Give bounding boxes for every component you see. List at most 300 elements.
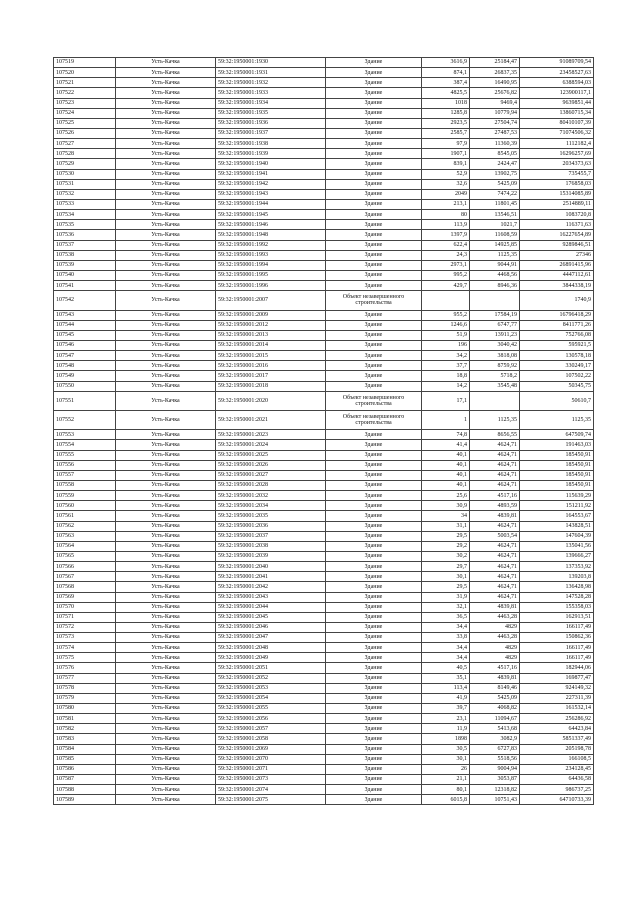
cadastral-number-cell: 59:32:1950001:2020 [216, 391, 326, 410]
row-id-cell: 107568 [54, 582, 116, 592]
locality-cell: Усть-Качка [116, 511, 216, 521]
table-row [54, 775, 594, 785]
row-id-cell: 107560 [54, 501, 116, 511]
cadastral-value-cell: 9639851,44 [520, 98, 594, 108]
table-body [54, 58, 594, 805]
locality-cell: Усть-Качка [116, 795, 216, 805]
row-id-cell: 107550 [54, 381, 116, 391]
unit-value-cell: 8545,05 [470, 149, 520, 159]
unit-value-cell: 25676,82 [470, 88, 520, 98]
cadastral-number-cell: 59:32:1950001:2069 [216, 744, 326, 754]
unit-value-cell [470, 291, 520, 310]
unit-value-cell: 4839,81 [470, 602, 520, 612]
unit-value-cell: 9469,4 [470, 98, 520, 108]
table-row [54, 361, 594, 371]
cadastral-number-cell: 59:32:1950001:2032 [216, 491, 326, 501]
object-type-cell: Здание [326, 351, 422, 361]
table-row [54, 754, 594, 764]
locality-cell: Усть-Качка [116, 724, 216, 734]
area-cell: 41,4 [422, 440, 470, 450]
locality-cell: Усть-Качка [116, 501, 216, 511]
object-type-cell: Здание [326, 572, 422, 582]
area-cell: 3616,9 [422, 58, 470, 68]
area-cell: 29,5 [422, 582, 470, 592]
row-id-cell: 107543 [54, 310, 116, 320]
unit-value-cell: 3053,87 [470, 775, 520, 785]
area-cell: 14,2 [422, 381, 470, 391]
unit-value-cell: 5718,2 [470, 371, 520, 381]
area-cell: 196 [422, 340, 470, 350]
object-type-cell: Здание [326, 693, 422, 703]
area-cell: 25,6 [422, 491, 470, 501]
object-type-cell: Здание [326, 260, 422, 270]
cadastral-value-cell: 185450,91 [520, 450, 594, 460]
object-type-cell: Здание [326, 108, 422, 118]
locality-cell: Усть-Качка [116, 582, 216, 592]
cadastral-number-cell: 59:32:1950001:2046 [216, 622, 326, 632]
unit-value-cell: 16490,95 [470, 78, 520, 88]
table-row [54, 281, 594, 291]
table-row [54, 633, 594, 643]
table-row [54, 714, 594, 724]
table-row [54, 764, 594, 774]
cadastral-value-cell: 123900117,1 [520, 88, 594, 98]
area-cell: 80 [422, 210, 470, 220]
unit-value-cell: 8656,55 [470, 430, 520, 440]
area-cell: 34,4 [422, 643, 470, 653]
table-row [54, 149, 594, 159]
table-row [54, 551, 594, 561]
area-cell: 34,2 [422, 351, 470, 361]
row-id-cell: 107556 [54, 460, 116, 470]
cadastral-value-cell: 234128,45 [520, 764, 594, 774]
cadastral-number-cell: 59:32:1950001:2052 [216, 673, 326, 683]
area-cell: 37,7 [422, 361, 470, 371]
unit-value-cell: 4839,81 [470, 511, 520, 521]
table-row [54, 724, 594, 734]
cadastral-number-cell: 59:32:1950001:1931 [216, 68, 326, 78]
object-type-cell: Здание [326, 440, 422, 450]
cadastral-number-cell: 59:32:1950001:1946 [216, 220, 326, 230]
unit-value-cell: 4624,71 [470, 562, 520, 572]
area-cell: 1907,1 [422, 149, 470, 159]
table-row [54, 88, 594, 98]
locality-cell: Усть-Качка [116, 480, 216, 490]
row-id-cell: 107538 [54, 250, 116, 260]
cadastral-value-cell: 139666,27 [520, 551, 594, 561]
table-row [54, 572, 594, 582]
unit-value-cell: 9004,94 [470, 764, 520, 774]
area-cell: 97,9 [422, 139, 470, 149]
cadastral-number-cell: 59:32:1950001:2045 [216, 612, 326, 622]
area-cell: 839,1 [422, 159, 470, 169]
locality-cell: Усть-Качка [116, 663, 216, 673]
row-id-cell: 107527 [54, 139, 116, 149]
row-id-cell: 107541 [54, 281, 116, 291]
cadastral-value-cell: 130578,18 [520, 351, 594, 361]
cadastral-number-cell: 59:32:1950001:2025 [216, 450, 326, 460]
locality-cell: Усть-Качка [116, 470, 216, 480]
locality-cell: Усть-Качка [116, 734, 216, 744]
row-id-cell: 107542 [54, 291, 116, 310]
object-type-cell: Здание [326, 210, 422, 220]
unit-value-cell: 4624,71 [470, 592, 520, 602]
table-row [54, 622, 594, 632]
cadastral-number-cell: 59:32:1950001:1994 [216, 260, 326, 270]
unit-value-cell: 4624,71 [470, 572, 520, 582]
cadastral-value-cell: 4447112,61 [520, 270, 594, 280]
area-cell: 113,9 [422, 220, 470, 230]
table-row [54, 480, 594, 490]
object-type-cell: Здание [326, 744, 422, 754]
row-id-cell: 107562 [54, 521, 116, 531]
cadastral-value-cell: 735455,7 [520, 169, 594, 179]
cadastral-number-cell: 59:32:1950001:2053 [216, 683, 326, 693]
cadastral-value-cell: 166117,49 [520, 653, 594, 663]
row-id-cell: 107558 [54, 480, 116, 490]
table-row [54, 118, 594, 128]
unit-value-cell: 4517,16 [470, 491, 520, 501]
row-id-cell: 107577 [54, 673, 116, 683]
row-id-cell: 107524 [54, 108, 116, 118]
cadastral-value-cell: 9289846,51 [520, 240, 594, 250]
area-cell: 40,1 [422, 480, 470, 490]
locality-cell: Усть-Качка [116, 371, 216, 381]
row-id-cell: 107548 [54, 361, 116, 371]
cadastral-number-cell: 59:32:1950001:2038 [216, 541, 326, 551]
unit-value-cell: 7474,22 [470, 189, 520, 199]
area-cell [422, 291, 470, 310]
locality-cell: Усть-Качка [116, 240, 216, 250]
area-cell: 1018 [422, 98, 470, 108]
object-type-cell: Здание [326, 724, 422, 734]
row-id-cell: 107579 [54, 693, 116, 703]
object-type-cell: Здание [326, 704, 422, 714]
table-row [54, 592, 594, 602]
locality-cell: Усть-Качка [116, 330, 216, 340]
locality-cell: Усть-Качка [116, 683, 216, 693]
object-type-cell: Здание [326, 764, 422, 774]
locality-cell: Усть-Качка [116, 450, 216, 460]
table-row [54, 68, 594, 78]
area-cell: 2923,5 [422, 118, 470, 128]
cadastral-value-table [53, 57, 594, 805]
area-cell: 30,2 [422, 551, 470, 561]
locality-cell: Усть-Качка [116, 653, 216, 663]
cadastral-value-cell: 64423,84 [520, 724, 594, 734]
cadastral-value-cell: 595921,5 [520, 340, 594, 350]
object-type-cell: Объект незавершенного строительства [326, 391, 422, 410]
row-id-cell: 107574 [54, 643, 116, 653]
cadastral-number-cell: 59:32:1950001:1939 [216, 149, 326, 159]
row-id-cell: 107566 [54, 562, 116, 572]
table-row [54, 693, 594, 703]
area-cell: 52,9 [422, 169, 470, 179]
locality-cell: Усть-Качка [116, 714, 216, 724]
cadastral-number-cell: 59:32:1950001:1996 [216, 281, 326, 291]
cadastral-number-cell: 59:32:1950001:1943 [216, 189, 326, 199]
area-cell: 11,9 [422, 724, 470, 734]
table-row [54, 159, 594, 169]
area-cell: 17,1 [422, 391, 470, 410]
object-type-cell: Здание [326, 470, 422, 480]
row-id-cell: 107529 [54, 159, 116, 169]
unit-value-cell: 4624,71 [470, 440, 520, 450]
cadastral-value-cell: 80410107,39 [520, 118, 594, 128]
cadastral-number-cell: 59:32:1950001:1934 [216, 98, 326, 108]
row-id-cell: 107534 [54, 210, 116, 220]
locality-cell: Усть-Качка [116, 361, 216, 371]
table-row [54, 250, 594, 260]
table-row [54, 521, 594, 531]
cadastral-value-cell: 2034373,63 [520, 159, 594, 169]
cadastral-number-cell: 59:32:1950001:2035 [216, 511, 326, 521]
table-row [54, 371, 594, 381]
object-type-cell: Здание [326, 531, 422, 541]
cadastral-value-cell: 137353,92 [520, 562, 594, 572]
unit-value-cell: 1125,35 [470, 410, 520, 429]
cadastral-value-cell: 169877,47 [520, 673, 594, 683]
cadastral-number-cell: 59:32:1950001:1935 [216, 108, 326, 118]
cadastral-number-cell: 59:32:1950001:1948 [216, 230, 326, 240]
table-row [54, 381, 594, 391]
unit-value-cell: 4624,71 [470, 521, 520, 531]
row-id-cell: 107586 [54, 764, 116, 774]
locality-cell: Усть-Качка [116, 149, 216, 159]
area-cell: 34 [422, 511, 470, 521]
area-cell: 34,4 [422, 622, 470, 632]
area-cell: 213,1 [422, 199, 470, 209]
unit-value-cell: 2424,47 [470, 159, 520, 169]
cadastral-number-cell: 59:32:1950001:2070 [216, 754, 326, 764]
cadastral-number-cell: 59:32:1950001:2017 [216, 371, 326, 381]
unit-value-cell: 4893,59 [470, 501, 520, 511]
cadastral-value-cell: 1740,9 [520, 291, 594, 310]
object-type-cell: Здание [326, 179, 422, 189]
cadastral-number-cell: 59:32:1950001:2049 [216, 653, 326, 663]
cadastral-value-cell: 136428,98 [520, 582, 594, 592]
cadastral-value-cell: 50610,7 [520, 391, 594, 410]
locality-cell: Усть-Качка [116, 531, 216, 541]
row-id-cell: 107582 [54, 724, 116, 734]
locality-cell: Усть-Качка [116, 320, 216, 330]
unit-value-cell: 11360,39 [470, 139, 520, 149]
area-cell: 1898 [422, 734, 470, 744]
cadastral-number-cell: 59:32:1950001:1993 [216, 250, 326, 260]
object-type-cell: Здание [326, 281, 422, 291]
cadastral-value-cell: 147528,28 [520, 592, 594, 602]
area-cell: 34,4 [422, 653, 470, 663]
table-row [54, 320, 594, 330]
row-id-cell: 107546 [54, 340, 116, 350]
row-id-cell: 107585 [54, 754, 116, 764]
cadastral-value-cell: 107502,22 [520, 371, 594, 381]
table-row [54, 210, 594, 220]
row-id-cell: 107530 [54, 169, 116, 179]
table-row [54, 562, 594, 572]
cadastral-value-cell: 161532,14 [520, 704, 594, 714]
locality-cell: Усть-Качка [116, 351, 216, 361]
table-row [54, 704, 594, 714]
locality-cell: Усть-Качка [116, 260, 216, 270]
object-type-cell: Здание [326, 582, 422, 592]
object-type-cell: Здание [326, 622, 422, 632]
unit-value-cell: 4624,71 [470, 460, 520, 470]
unit-value-cell [470, 391, 520, 410]
locality-cell: Усть-Качка [116, 764, 216, 774]
unit-value-cell: 4463,28 [470, 633, 520, 643]
table-row [54, 128, 594, 138]
cadastral-number-cell: 59:32:1950001:2075 [216, 795, 326, 805]
unit-value-cell: 11608,59 [470, 230, 520, 240]
cadastral-number-cell: 59:32:1950001:2034 [216, 501, 326, 511]
row-id-cell: 107551 [54, 391, 116, 410]
unit-value-cell: 4624,71 [470, 450, 520, 460]
area-cell: 113,4 [422, 683, 470, 693]
row-id-cell: 107525 [54, 118, 116, 128]
cadastral-number-cell: 59:32:1950001:2051 [216, 663, 326, 673]
row-id-cell: 107576 [54, 663, 116, 673]
object-type-cell: Здание [326, 592, 422, 602]
object-type-cell: Здание [326, 250, 422, 260]
table-row [54, 582, 594, 592]
row-id-cell: 107555 [54, 450, 116, 460]
unit-value-cell: 3545,48 [470, 381, 520, 391]
cadastral-number-cell: 59:32:1950001:2039 [216, 551, 326, 561]
unit-value-cell: 5003,54 [470, 531, 520, 541]
unit-value-cell: 4463,28 [470, 612, 520, 622]
cadastral-number-cell: 59:32:1950001:2043 [216, 592, 326, 602]
object-type-cell: Здание [326, 58, 422, 68]
table-row [54, 199, 594, 209]
cadastral-value-cell: 64436,58 [520, 775, 594, 785]
object-type-cell: Здание [326, 159, 422, 169]
cadastral-value-cell: 143828,51 [520, 521, 594, 531]
cadastral-number-cell: 59:32:1950001:2021 [216, 410, 326, 429]
cadastral-number-cell: 59:32:1950001:1936 [216, 118, 326, 128]
cadastral-number-cell: 59:32:1950001:1944 [216, 199, 326, 209]
unit-value-cell: 4624,71 [470, 480, 520, 490]
cadastral-value-cell: 330249,17 [520, 361, 594, 371]
unit-value-cell: 6727,83 [470, 744, 520, 754]
locality-cell: Усть-Качка [116, 491, 216, 501]
cadastral-number-cell: 59:32:1950001:2015 [216, 351, 326, 361]
locality-cell: Усть-Качка [116, 572, 216, 582]
unit-value-cell: 8759,92 [470, 361, 520, 371]
cadastral-value-cell: 8411771,26 [520, 320, 594, 330]
object-type-cell: Здание [326, 643, 422, 653]
row-id-cell: 107539 [54, 260, 116, 270]
table-row [54, 744, 594, 754]
cadastral-number-cell: 59:32:1950001:1992 [216, 240, 326, 250]
row-id-cell: 107583 [54, 734, 116, 744]
unit-value-cell: 11094,67 [470, 714, 520, 724]
object-type-cell: Здание [326, 430, 422, 440]
locality-cell: Усть-Качка [116, 98, 216, 108]
unit-value-cell: 8149,46 [470, 683, 520, 693]
area-cell: 874,1 [422, 68, 470, 78]
locality-cell: Усть-Качка [116, 88, 216, 98]
object-type-cell: Здание [326, 139, 422, 149]
table-row [54, 291, 594, 310]
unit-value-cell: 3818,08 [470, 351, 520, 361]
unit-value-cell: 4624,71 [470, 541, 520, 551]
locality-cell: Усть-Качка [116, 460, 216, 470]
object-type-cell: Здание [326, 663, 422, 673]
cadastral-value-cell: 205198,78 [520, 744, 594, 754]
cadastral-number-cell: 59:32:1950001:2044 [216, 602, 326, 612]
table-row [54, 310, 594, 320]
unit-value-cell: 5425,09 [470, 179, 520, 189]
cadastral-number-cell: 59:32:1950001:2037 [216, 531, 326, 541]
object-type-cell: Здание [326, 310, 422, 320]
table-row [54, 643, 594, 653]
table-row [54, 450, 594, 460]
row-id-cell: 107573 [54, 633, 116, 643]
locality-cell: Усть-Качка [116, 381, 216, 391]
row-id-cell: 107589 [54, 795, 116, 805]
row-id-cell: 107523 [54, 98, 116, 108]
table-row [54, 673, 594, 683]
locality-cell: Усть-Качка [116, 744, 216, 754]
locality-cell: Усть-Качка [116, 340, 216, 350]
locality-cell: Усть-Качка [116, 189, 216, 199]
area-cell: 429,7 [422, 281, 470, 291]
area-cell: 33,8 [422, 633, 470, 643]
row-id-cell: 107561 [54, 511, 116, 521]
row-id-cell: 107569 [54, 592, 116, 602]
locality-cell: Усть-Качка [116, 521, 216, 531]
unit-value-cell: 4624,71 [470, 551, 520, 561]
row-id-cell: 107535 [54, 220, 116, 230]
locality-cell: Усть-Качка [116, 291, 216, 310]
locality-cell: Усть-Качка [116, 754, 216, 764]
table-row [54, 58, 594, 68]
object-type-cell: Здание [326, 480, 422, 490]
locality-cell: Усть-Качка [116, 440, 216, 450]
area-cell: 23,1 [422, 714, 470, 724]
locality-cell: Усть-Качка [116, 220, 216, 230]
cadastral-number-cell: 59:32:1950001:1932 [216, 78, 326, 88]
unit-value-cell: 13911,23 [470, 330, 520, 340]
cadastral-number-cell: 59:32:1950001:2036 [216, 521, 326, 531]
table-row [54, 734, 594, 744]
cadastral-number-cell: 59:32:1950001:1938 [216, 139, 326, 149]
row-id-cell: 107557 [54, 470, 116, 480]
object-type-cell: Здание [326, 633, 422, 643]
table-row [54, 501, 594, 511]
cadastral-number-cell: 59:32:1950001:1937 [216, 128, 326, 138]
area-cell: 1246,6 [422, 320, 470, 330]
cadastral-value-cell: 91089709,54 [520, 58, 594, 68]
object-type-cell: Здание [326, 220, 422, 230]
cadastral-value-cell: 162913,51 [520, 612, 594, 622]
cadastral-number-cell: 59:32:1950001:2028 [216, 480, 326, 490]
object-type-cell: Здание [326, 78, 422, 88]
object-type-cell: Здание [326, 128, 422, 138]
cadastral-value-cell: 155358,03 [520, 602, 594, 612]
object-type-cell: Здание [326, 240, 422, 250]
row-id-cell: 107522 [54, 88, 116, 98]
area-cell: 4825,5 [422, 88, 470, 98]
area-cell: 80,1 [422, 785, 470, 795]
area-cell: 6015,8 [422, 795, 470, 805]
row-id-cell: 107531 [54, 179, 116, 189]
object-type-cell: Здание [326, 68, 422, 78]
locality-cell: Усть-Качка [116, 250, 216, 260]
unit-value-cell: 12318,82 [470, 785, 520, 795]
cadastral-value-cell: 256286,92 [520, 714, 594, 724]
